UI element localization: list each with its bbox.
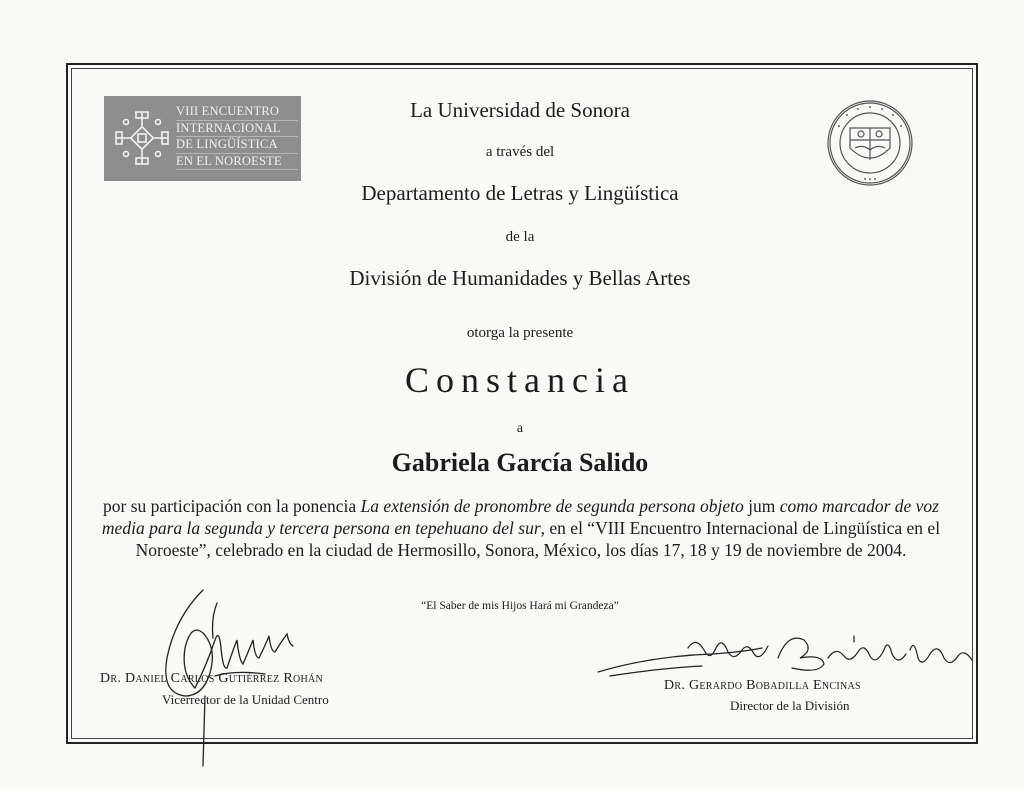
university-name: La Universidad de Sonora [410,98,630,122]
university-motto: “El Saber de mis Hijos Hará mi Grandeza” [421,600,619,612]
body-intro: por su participación con la ponencia [103,496,361,516]
knot-emblem-icon [114,110,170,166]
body-rest: , en el “VIII Encuentro Internacional de Lingüística en el Noroeste”, celebrado en la ciudad de Hermosillo, Sonora, México, los días 17, 18 y 19 de noviembre de 2004. [135,518,941,560]
to-text: a [516,421,524,436]
division-name: División de Humanidades y Bellas Artes [349,266,691,290]
right-signatory-title: Director de la División [730,698,850,713]
participation-text [95,495,947,561]
certificate-title: Constancia [405,360,635,400]
logo-text [176,104,298,170]
grants-text: otorga la presente [466,325,574,341]
talk-title-part-1: La extensión de pronombre de segunda persona objeto [360,496,744,516]
recipient-name: Gabriela García Salido [391,448,649,477]
left-signatory-name: Dr. Daniel Carlos Gutiérrez Rohán [100,671,324,686]
body-mid: jum [743,496,780,516]
of-the-text: de la [505,229,535,245]
logo-line: EN EL NOROESTE [176,154,298,171]
left-signatory-title: Vicerrector de la Unidad Centro [162,692,329,707]
talk-title-part-2: como marcador de voz media para la segunda y tercera persona en tepehuano del sur [101,496,939,538]
logo-line: DE LINGÜÍSTICA [176,137,298,154]
logo-line: INTERNACIONAL [176,121,298,138]
right-signatory-name: Dr. Gerardo Bobadilla Encinas [664,678,861,693]
logo-line: VIII ENCUENTRO [176,104,298,121]
conference-logo [104,96,301,181]
department-name: Departamento de Letras y Lingüística [361,181,679,205]
university-seal-icon [825,98,915,188]
through-text: a través del [485,144,555,160]
